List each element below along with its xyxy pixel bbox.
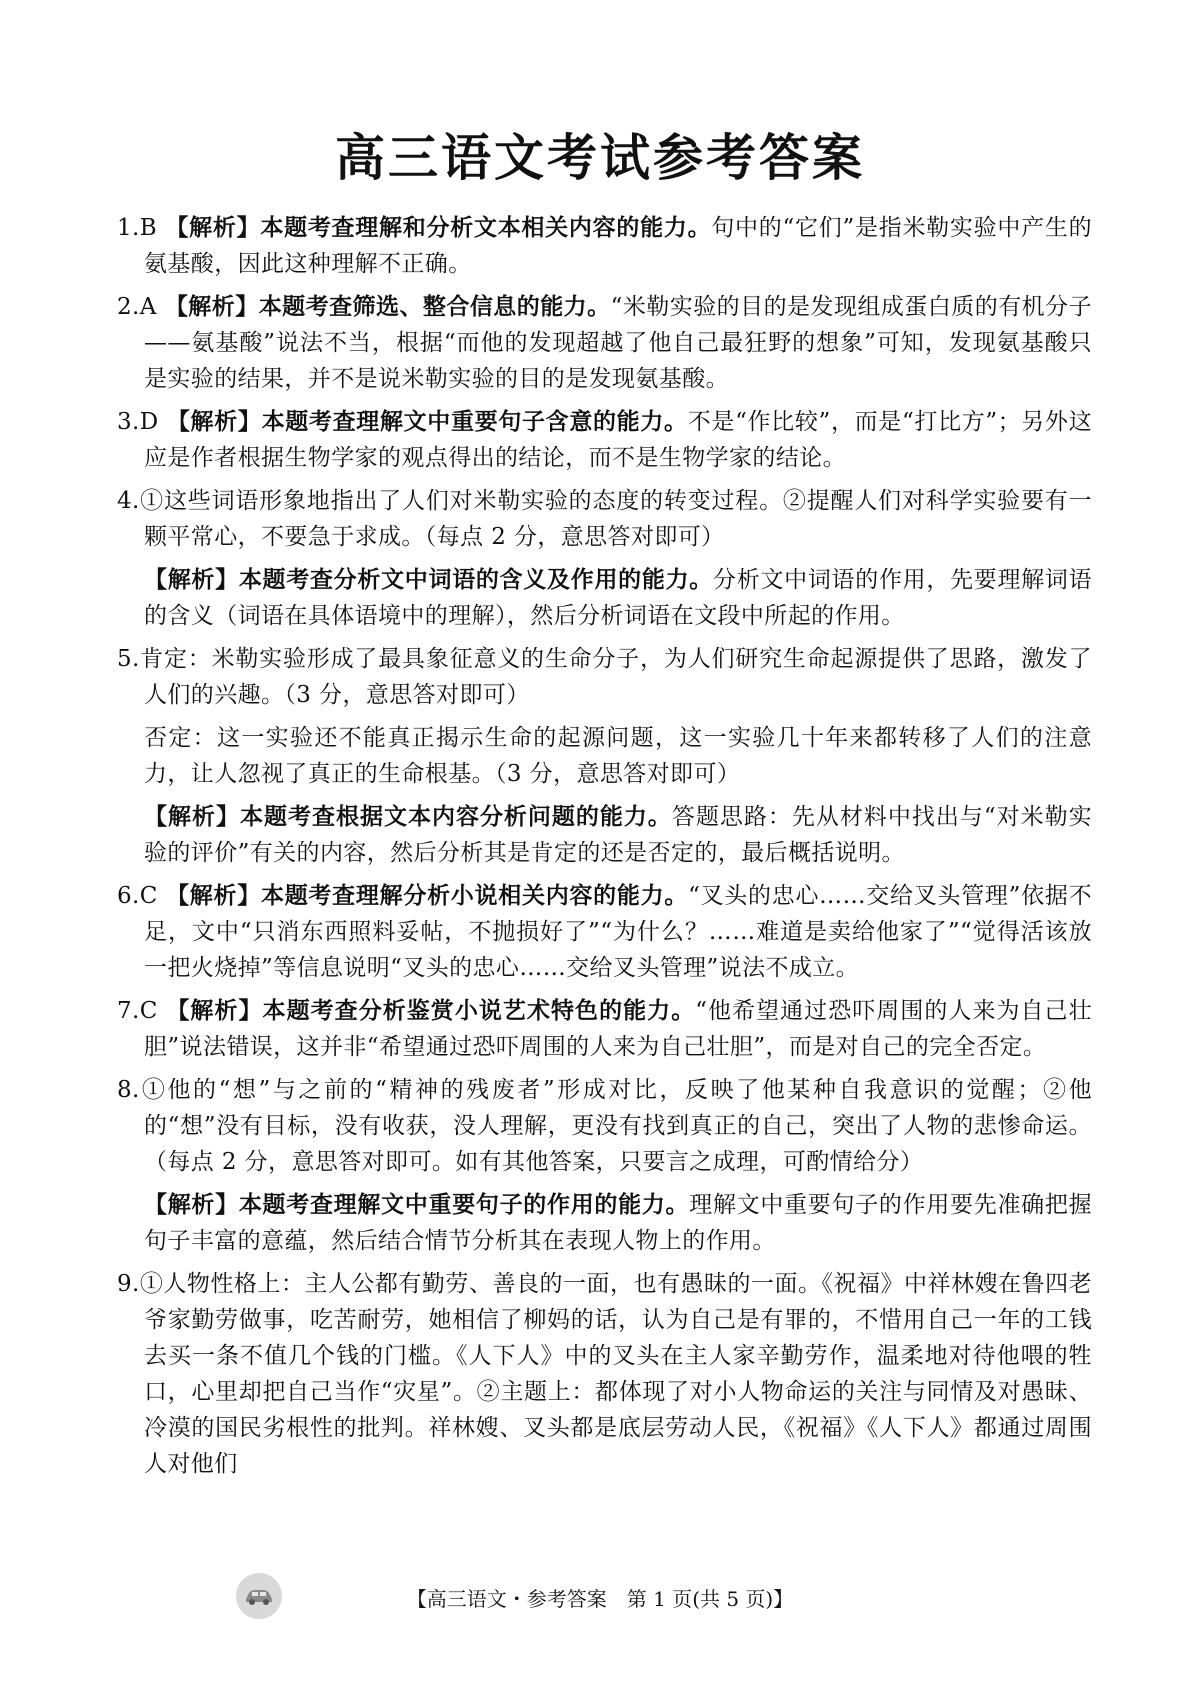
answer-text: 答题思路：先从材料中找出与“对米勒实验的评价”有关的内容，然后分析其是肯定的还是否定的，最后概括说明。 xyxy=(144,804,1092,866)
answer-subparagraph xyxy=(117,720,1092,792)
page-title: 高三语文考试参考答案 xyxy=(335,129,865,187)
item-number: 1. xyxy=(117,215,140,241)
item-number: 5. xyxy=(117,646,140,672)
answer-item xyxy=(117,878,1092,986)
answer-text: “米勒实验的目的是发现组成蛋白质的有机分子——氨基酸”说法不当，根据“而他的发现超越了他自己最狂野的想象”可知，发现氨基酸只是实验的结果，并不是说米勒实验的目的是发现氨基酸。 xyxy=(144,294,1092,392)
answer-text: ①他的“想”与之前的“精神的残废者”形成对比，反映了他某种自我意识的觉醒；②他的“想”没有目标，没有收获，没人理解，更没有找到真正的自己，突出了人物的悲惨命运。（每点 2 分，意思答对即可。如有其他答案，只要言之成理，可酌情给分） xyxy=(139,1077,1092,1175)
item-number: 8. xyxy=(117,1077,140,1103)
answer-item xyxy=(117,641,1092,713)
analysis-focus: 本题考查筛选、整合信息的能力。 xyxy=(258,294,611,320)
answer-item xyxy=(117,993,1092,1065)
answer-subparagraph xyxy=(117,1187,1092,1259)
analysis-tag: 【解析】 xyxy=(144,1192,239,1218)
answer-letter: C xyxy=(139,998,158,1024)
answer-text: 否定：这一实验还不能真正揭示生命的起源问题，这一实验几十年来都转移了人们的注意力，让人忽视了真正的生命根基。（3 分，意思答对即可） xyxy=(144,725,1092,787)
analysis-tag: 【解析】 xyxy=(165,215,261,241)
analysis-tag: 【解析】 xyxy=(144,567,239,593)
answer-item xyxy=(117,404,1092,476)
answer-item xyxy=(117,210,1092,282)
analysis-focus: 本题考查根据文本内容分析问题的能力。 xyxy=(239,804,672,830)
item-number: 6. xyxy=(117,883,140,909)
item-number: 4. xyxy=(117,488,140,514)
item-number: 2. xyxy=(117,294,140,320)
analysis-tag: 【解析】 xyxy=(164,294,259,320)
answer-letter: B xyxy=(139,215,158,241)
answer-text: ①人物性格上：主人公都有勤劳、善良的一面，也有愚昧的一面。《祝福》中祥林嫂在鲁四老爷家勤劳做事，吃苦耐劳，她相信了柳妈的话，认为自己是有罪的，不惜用自己一年的工钱去买一条不值几个钱的门槛。《人下人》中的叉头在主人家辛勤劳作，温柔地对待他喂的牲口，心里却把自己当作“灾星”。②主题上：都体现了对小人物命运的关注与同情及对愚昧、冷漠的国民劣根性的批判。祥林嫂、叉头都是底层劳动人民，《祝福》《人下人》都通过周围人对他们 xyxy=(139,1271,1092,1477)
answer-text: 不是“作比较”，而是“打比方”；另外这应是作者根据生物学家的观点得出的结论，而不是生物学家的结论。 xyxy=(144,409,1093,471)
analysis-focus: 本题考查理解文中重要句子含意的能力。 xyxy=(261,409,688,435)
answer-text: 肯定：米勒实验形成了最具象征意义的生命分子，为人们研究生命起源提供了思路，激发了人们的兴趣。（3 分，意思答对即可） xyxy=(139,646,1092,708)
answer-text: “叉头的忠心……交给叉头管理”依据不足，文中“只消东西照料妥帖，不抛损好了”“为什么？……难道是卖给他家了”“觉得活该放一把火烧掉”等信息说明“叉头的忠心……交给叉头管理”说法不成立。 xyxy=(144,883,1092,981)
item-number: 7. xyxy=(117,998,140,1024)
answer-text: 理解文中重要句子的作用要先准确把握句子丰富的意蕴，然后结合情节分析其在表现人物上的作用。 xyxy=(144,1192,1092,1254)
answer-text: 句中的“它们”是指米勒实验中产生的氨基酸，因此这种理解不正确。 xyxy=(144,215,1092,277)
analysis-focus: 本题考查分析鉴赏小说艺术特色的能力。 xyxy=(262,998,696,1024)
answer-text: “他希望通过恐吓周围的人来为自己壮胆”说法错误，这并非“希望通过恐吓周围的人来为自己壮胆”，而是对自己的完全否定。 xyxy=(144,998,1092,1060)
analysis-focus: 本题考查理解文中重要句子的作用的能力。 xyxy=(238,1192,690,1218)
page-footer: 【高三语文・参考答案 第 1 页(共 5 页)】 xyxy=(406,1587,794,1611)
answer-item xyxy=(117,289,1092,397)
answer-item xyxy=(117,1266,1092,1482)
analysis-tag: 【解析】 xyxy=(165,998,263,1024)
answer-list xyxy=(117,210,1092,1489)
answer-text: ①这些词语形象地指出了人们对米勒实验的态度的转变过程。②提醒人们对科学实验要有一颗平常心，不要急于求成。（每点 2 分，意思答对即可） xyxy=(139,488,1092,550)
answer-letter: C xyxy=(139,883,158,909)
item-number: 3. xyxy=(117,409,140,435)
analysis-focus: 本题考查理解和分析文本相关内容的能力。 xyxy=(260,215,712,241)
answer-letter: A xyxy=(139,294,157,320)
answer-subparagraph xyxy=(117,799,1092,871)
item-number: 9. xyxy=(117,1271,140,1297)
analysis-tag: 【解析】 xyxy=(166,409,262,435)
answer-item xyxy=(117,483,1092,555)
analysis-focus: 本题考查分析文中词语的含义及作用的能力。 xyxy=(238,567,713,593)
analysis-tag: 【解析】 xyxy=(165,883,261,909)
answer-text: 分析文中词语的作用，先要理解词语的含义（词语在具体语境中的理解），然后分析词语在文段中所起的作用。 xyxy=(144,567,1093,629)
analysis-tag: 【解析】 xyxy=(144,804,240,830)
answer-letter: D xyxy=(139,409,159,435)
answer-item xyxy=(117,1072,1092,1180)
answer-subparagraph xyxy=(117,562,1092,634)
analysis-focus: 本题考查理解分析小说相关内容的能力。 xyxy=(260,883,689,909)
